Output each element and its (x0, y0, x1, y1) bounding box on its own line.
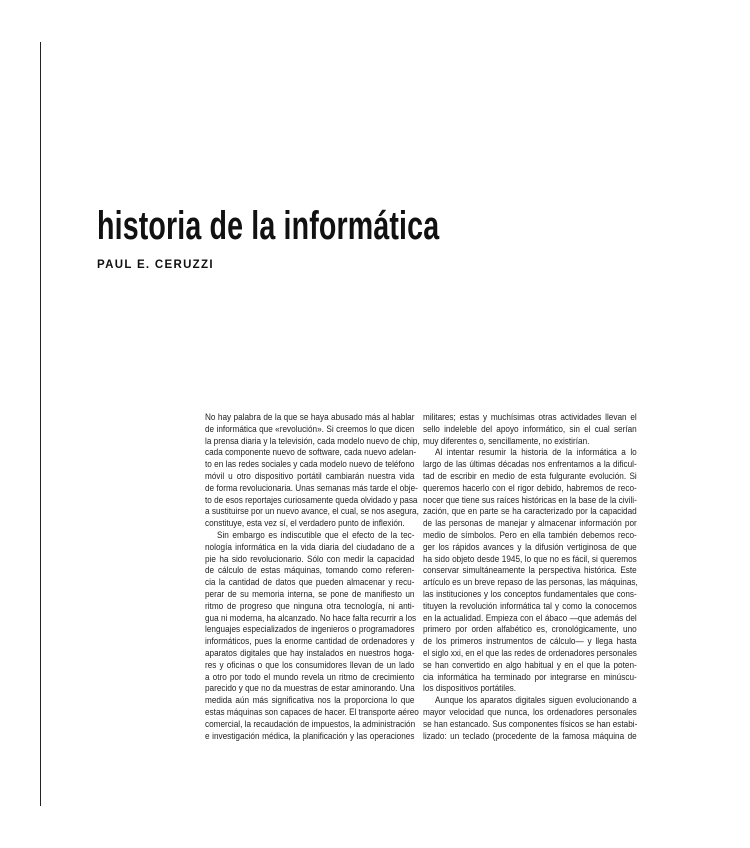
text-line: medida aún más significativa nos la proporciona lo que (205, 695, 415, 707)
text-line: constituye, esta vez sí, el verdadero punto de inflexión. (205, 518, 405, 530)
text-line: primero por orden alfabético es, cronológicamente, uno (423, 624, 637, 636)
text-line: los dispositivos portátiles. (423, 683, 517, 695)
text-line: móvil u otro dispositivo portátil cambiarán nuestra vida (205, 470, 415, 482)
text-line: muy diferentes o, sencillamente, no existirían. (423, 435, 590, 447)
text-line: la prensa diaria y la televisión, cada modelo nuevo de chip, (205, 435, 420, 447)
text-line: gua ni moderna, ha alcanzado. No hace falta recurrir a los (205, 612, 417, 624)
text-line: de los primeros instrumentos de cálculo— y llega hasta (423, 636, 637, 648)
text-line: to de esos reportajes curiosamente queda olvidado y pasa (205, 494, 418, 506)
text-line: se han convertido en algo habitual y en el que la poten- (423, 659, 637, 671)
text-line: e investigación médica, la planificación y las operaciones (205, 730, 415, 742)
text-line: perar de su memoria interna, se pone de manifiesto un (205, 588, 415, 600)
text-line: mayor velocidad que nunca, los ordenadores personales (423, 706, 637, 718)
text-line: a sustituirse por un nuevo avance, el cual, se nos asegura, (205, 506, 419, 518)
text-line: artículo es un breve repaso de las personas, las máquinas, (423, 577, 638, 589)
text-line: aparatos digitales que hay instalados en nuestros hoga- (205, 647, 415, 659)
text-line: Al intentar resumir la historia de la informática a lo (434, 447, 637, 459)
text-line: Sin embargo es indiscutible que el efecto de la tec- (216, 529, 415, 541)
text-line: ha sido objeto desde 1945, lo que no es fácil, si queremos (423, 553, 637, 565)
paragraph (205, 412, 420, 530)
text-line: to en las redes sociales y cada modelo nuevo de teléfono (205, 459, 415, 471)
text-line: militares; estas y muchísimas otras actividades llevan el (423, 412, 637, 423)
text-line: lizado: un teclado (procedente de la famosa máquina de (423, 730, 637, 742)
text-line: nocer que tiene sus raíces históricas en la base de la civili- (423, 494, 637, 506)
text-line: informáticos, pues la enorme cantidad de ordenadores y (205, 636, 415, 648)
text-line: cada componente nuevo de software, cada nuevo adelan- (205, 447, 417, 459)
paragraph (423, 412, 637, 447)
text-line: se han estancado. Sus componentes físicos se han estabi- (423, 718, 638, 730)
text-line: de cálculo de estas máquinas, tomando como referen- (205, 565, 415, 577)
text-line: tad de escribir en medio de esta fulgurante evolución. Si (423, 470, 637, 482)
text-line: el siglo xxi, en el que las redes de ordenadores personales (423, 647, 637, 659)
paragraph (423, 447, 637, 695)
text-line: de informática que «revolución». Si creemos lo que dicen (205, 423, 415, 435)
text-line: cia informática ha terminado por integrarse en minúscu- (423, 671, 637, 683)
text-line: medio de símbolos. Pero en ella también debemos reco- (423, 529, 637, 541)
text-line: pie ha sido revolucionario. Sólo con medir la capacidad (205, 553, 415, 565)
paragraph (205, 529, 419, 742)
text-line: las instituciones y los conceptos fundamentales que cons- (423, 588, 637, 600)
text-line: de forma revolucionaria. Unas semanas más tarde el obje- (205, 482, 418, 494)
article-author: PAUL E. CERUZZI (97, 259, 214, 271)
text-line: queremos hacerlo con el rigor debido, habremos de reco- (423, 482, 637, 494)
text-line: de las personas de manejar y almacenar información por (423, 518, 637, 530)
text-line: en la actualidad. Empieza con el ábaco —que además del (423, 612, 637, 624)
text-line: parecido y que no da muestras de estar aminorando. Una (205, 683, 415, 695)
text-line: No hay palabra de la que se haya abusado más al hablar (205, 412, 415, 423)
text-line: sello indeleble del apoyo informático, sin el cual serían (423, 423, 637, 435)
text-line: ritmo de progreso que ninguna otra tecnología, ni anti- (205, 600, 415, 612)
text-line: a otro por todo el mundo revela un ritmo de crecimiento (205, 671, 415, 683)
text-line: conservar simultáneamente la perspectiva histórica. Este (423, 565, 637, 577)
article-title: historia de la informática (97, 204, 440, 248)
text-line: res y oficinas o que los consumidores llevan de un lado (205, 659, 415, 671)
paragraph (423, 695, 637, 742)
text-line: Aunque los aparatos digitales siguen evolucionando a (434, 695, 637, 707)
text-line: comercial, la recaudación de impuestos, la administración (205, 718, 416, 730)
text-line: zación, que en parte se ha caracterizado por la capacidad (423, 506, 637, 518)
text-line: cia la cantidad de datos que pueden almacenar y recu- (205, 577, 415, 589)
body-column-1 (205, 412, 420, 742)
text-line: estas máquinas son capaces de hacer. El transporte aéreo (205, 706, 419, 718)
body-column-2 (423, 412, 637, 742)
text-line: ger los rápidos avances y la difusión vertiginosa de que (423, 541, 637, 553)
text-line: tituyen la revolución informática tal y como la conocemos (423, 600, 637, 612)
margin-rule (40, 42, 41, 806)
text-line: lenguajes especializados de ingenieros o programadores (205, 624, 415, 636)
text-line: nología informática en la vida diaria del ciudadano de a (205, 541, 415, 553)
text-line: largo de las últimas décadas nos enfrentamos a la dificul- (423, 459, 637, 471)
